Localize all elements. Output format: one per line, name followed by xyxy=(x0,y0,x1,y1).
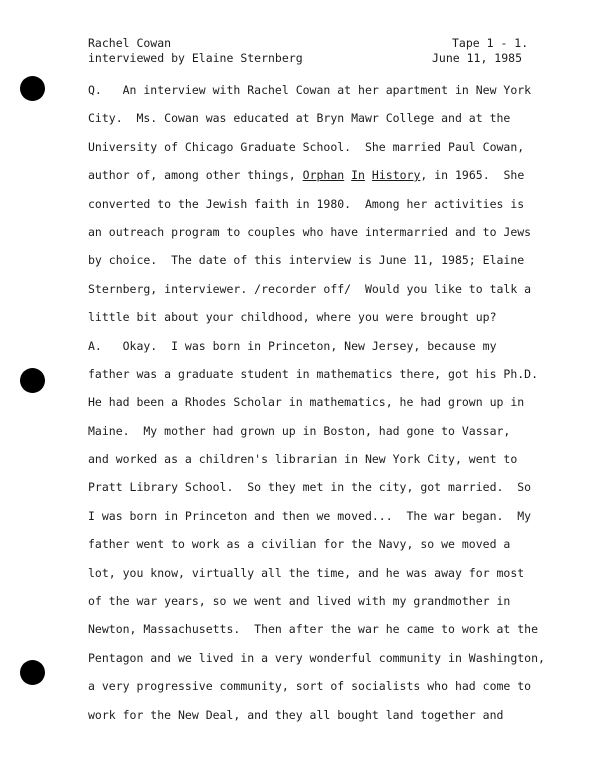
header-interviewee: Rachel Cowan xyxy=(88,36,172,50)
transcript-line xyxy=(88,360,563,388)
transcript-text: an outreach program to couples who have intermarried and to Jews xyxy=(88,224,532,239)
transcript-line xyxy=(88,246,563,274)
underlined-title-word: In xyxy=(351,168,365,183)
transcript-line xyxy=(88,672,563,700)
header-left xyxy=(88,36,303,66)
transcript-line xyxy=(88,502,563,530)
transcript-text: father was a graduate student in mathematics there, got his Ph.D. xyxy=(88,366,539,381)
transcript-text: by choice. The date of this interview is June 11, 1985; Elaine xyxy=(88,253,525,268)
transcript-line xyxy=(88,530,563,558)
transcript-line xyxy=(88,332,563,360)
transcript-body xyxy=(88,76,563,729)
transcript-text: of the war years, so we went and lived with my grandmother in xyxy=(88,594,511,609)
transcript-text: work for the New Deal, and they all bought land together and xyxy=(88,707,504,722)
transcript-text: A. Okay. I was born in Princeton, New Jersey, because my xyxy=(88,338,497,353)
header-tape: Tape 1 - 1. xyxy=(452,36,529,50)
transcript-line xyxy=(88,644,563,672)
transcript-text: Newton, Massachusetts. Then after the war he came to work at the xyxy=(88,622,539,637)
underlined-title-word: Orphan xyxy=(302,168,345,183)
transcript-line xyxy=(88,701,563,729)
transcript-line xyxy=(88,559,563,587)
transcript-text: Pentagon and we lived in a very wonderful community in Washington, xyxy=(88,650,545,665)
transcript-text: lot, you know, virtually all the time, and he was away for most xyxy=(88,565,525,580)
transcript-line xyxy=(88,615,563,643)
underlined-title-word: History xyxy=(371,168,421,183)
transcript-text: , in 1965. She xyxy=(420,168,525,183)
transcript-text: Maine. My mother had grown up in Boston, had gone to Vassar, xyxy=(88,423,511,438)
transcript-text: He had been a Rhodes Scholar in mathematics, he had grown up in xyxy=(88,395,525,410)
header-right xyxy=(432,36,528,66)
transcript-text: I was born in Princeton and then we moved... The war began. My xyxy=(88,508,532,523)
transcript-line xyxy=(88,190,563,218)
transcript-text: little bit about your childhood, where you were brought up? xyxy=(88,310,497,325)
transcript-text: and worked as a children's librarian in New York City, went to xyxy=(88,452,518,467)
transcript-text: converted to the Jewish faith in 1980. Among her activities is xyxy=(88,196,525,211)
transcript-text: author of, among other things, xyxy=(88,168,303,183)
transcript-text: Sternberg, interviewer. /recorder off/ Would you like to talk a xyxy=(88,281,532,296)
transcript-line xyxy=(88,218,563,246)
transcript-line xyxy=(88,445,563,473)
transcript-line xyxy=(88,133,563,161)
punch-hole-bottom xyxy=(20,660,45,685)
transcript-line xyxy=(88,587,563,615)
transcript-text: Q. An interview with Rachel Cowan at her apartment in New York xyxy=(88,83,532,97)
transcript-text xyxy=(365,168,372,182)
transcript-line xyxy=(88,104,563,132)
transcript-text: University of Chicago Graduate School. She married Paul Cowan, xyxy=(88,139,525,154)
transcript-text: City. Ms. Cowan was educated at Bryn Mawr College and at the xyxy=(88,111,511,126)
transcript-text: Pratt Library School. So they met in the city, got married. So xyxy=(88,480,532,495)
transcript-text: a very progressive community, sort of socialists who had come to xyxy=(88,679,532,694)
header-interviewer: interviewed by Elaine Sternberg xyxy=(88,51,303,65)
transcript-line xyxy=(88,161,563,189)
transcript-line xyxy=(88,76,563,104)
punch-hole-middle xyxy=(20,368,45,393)
transcript-line xyxy=(88,473,563,501)
punch-hole-top xyxy=(20,76,45,101)
transcript-line xyxy=(88,417,563,445)
header-date: June 11, 1985 xyxy=(432,51,523,65)
transcript-line xyxy=(88,303,563,331)
transcript-text: father went to work as a civilian for the Navy, so we moved a xyxy=(88,537,511,552)
transcript-line xyxy=(88,388,563,416)
transcript-line xyxy=(88,275,563,303)
